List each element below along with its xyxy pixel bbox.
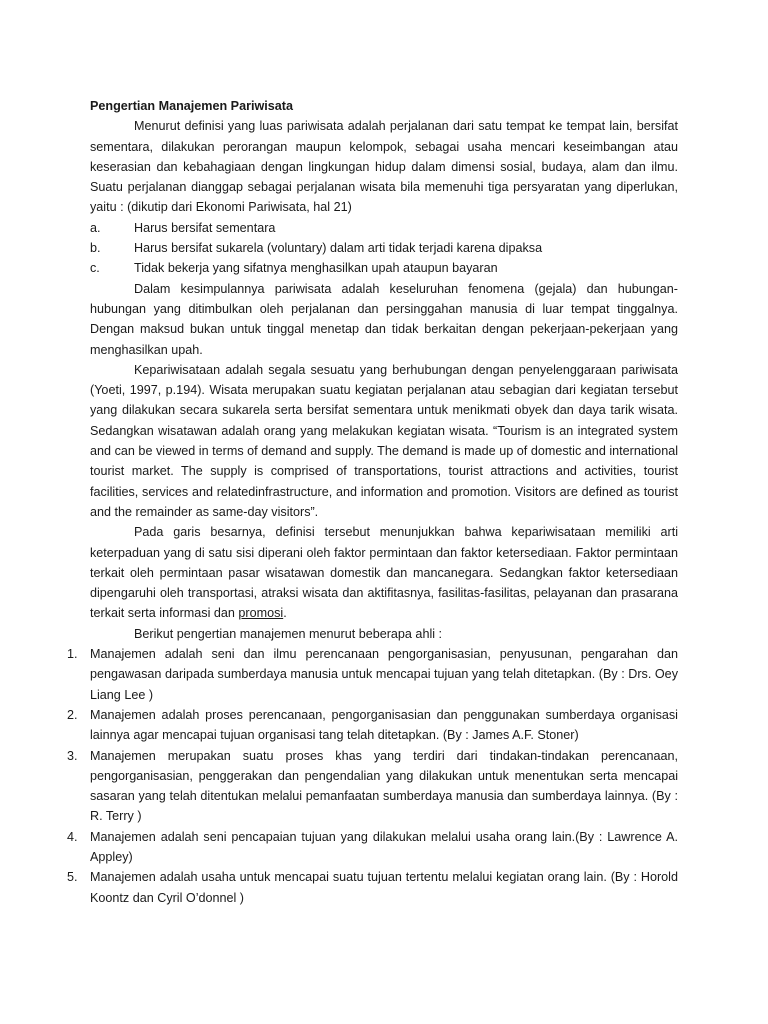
list-item-text: Manajemen adalah usaha untuk mencapai suatu tujuan tertentu melalui kegiatan orang lain. (By : Horold Koontz dan Cyril O’donnel ) — [90, 870, 678, 905]
list-item-text: Manajemen adalah seni dan ilmu perencanaan pengorganisasian, penyusunan, pengarahan dan pengawasan daripada sumberdaya manusia untuk mencapai tujuan yang telah ditetapkan. (By : Drs. Oey Liang Lee ) — [90, 647, 678, 702]
paragraph-text: Pada garis besarnya, definisi tersebut menunjukkan bahwa kepariwisataan memiliki arti keterpaduan yang di satu sisi diperani oleh faktor permintaan dan faktor ketersediaan. Faktor permintaan terkait oleh permintaan pasar wisatawan domestik dan mancanegara. Sedangkan faktor ketersediaan dipengaruhi oleh transportasi, atraksi wisata dan aktifitasnya, fasilitas-fasilitas, pelayanan dan prasarana terkait serta informasi dan — [90, 525, 678, 621]
page-title: Pengertian Manajemen Pariwisata — [90, 99, 293, 113]
list-marker: c. — [90, 261, 100, 276]
paragraph-summary — [90, 522, 678, 623]
list-marker: b. — [90, 241, 101, 256]
list-item-text: Manajemen merupakan suatu proses khas yang terdiri dari tindakan-tindakan perencanaan, pengorganisasian, penggerakan dan pengendalian yang dilakukan untuk menentukan serta mencapai sasaran yang telah ditentukan melalui pemanfaatan sumberdaya manusia dan sumberdaya lainnya. (By : R. Terry ) — [90, 748, 678, 824]
paragraph-conclusion: Dalam kesimpulannya pariwisata adalah keseluruhan fenomena (gejala) dan hubungan-hubungan yang ditimbulkan oleh perjalanan dan persinggahan manusia di luar tempat tinggalnya. Dengan maksud bukan untuk tinggal menetap dan tidak berkaitan dengan pekerjaan-pekerjaan yang menghasilkan upah. — [90, 281, 678, 357]
list-item-text: Manajemen adalah proses perencanaan, pengorganisasian dan penggunakan sumberdaya organisasi lainnya agar mencapai tujuan organisasi tang telah ditetapkan. (By : James A.F. Stoner) — [90, 707, 678, 743]
list-item — [67, 705, 678, 746]
list-item-text: Harus bersifat sementara — [134, 220, 276, 235]
experts-list — [67, 644, 678, 908]
list-marker: a. — [90, 220, 101, 235]
list-number: 4. — [67, 829, 78, 844]
requirements-list — [90, 218, 678, 279]
list-item — [67, 867, 678, 908]
list-item-text: Tidak bekerja yang sifatnya menghasilkan upah ataupun bayaran — [134, 261, 498, 276]
paragraph-intro-experts: Berikut pengertian manajemen menurut beberapa ahli : — [134, 626, 443, 641]
list-item — [67, 746, 678, 827]
list-number: 5. — [67, 870, 78, 885]
promosi-link[interactable]: promosi — [238, 606, 284, 621]
list-item-text: Manajemen adalah seni pencapaian tujuan yang dilakukan melalui usaha orang lain.(By : Lawrence A. Appley) — [90, 829, 678, 864]
paragraph-kepariwisataan: Kepariwisataan adalah segala sesuatu yang berhubungan dengan penyelenggaraan pariwisata (Yoeti, 1997, p.194). Wisata merupakan suatu kegiatan perjalanan atau sebagian dari kegiatan tersebut yang dilakukan secara sukarela serta bersifat sementara untuk menikmati obyek dan daya tarik wisata. Sedangkan wisatawan adalah orang yang melakukan kegiatan wisata. “Tourism is an integrated system and can be viewed in terms of demand and supply. The demand is made up of domestic and international tourist market. The supply is comprised of transportations, tourist attractions and activities, tourist facilities, services and relatedinfrastructure, and information and promotion. Visitors are defined as tourist and the remainder as same-day visitors”. — [90, 362, 678, 519]
list-item-text: Harus bersifat sukarela (voluntary) dalam arti tidak terjadi karena dipaksa — [134, 241, 543, 256]
list-item — [90, 258, 678, 278]
list-number: 1. — [67, 647, 78, 662]
list-number: 2. — [67, 707, 78, 722]
list-item — [90, 238, 678, 258]
document-body — [67, 96, 678, 908]
paragraph-text-end: . — [283, 606, 287, 621]
list-item — [90, 218, 678, 238]
list-number: 3. — [67, 748, 78, 763]
list-item — [67, 827, 678, 868]
list-item — [67, 644, 678, 705]
paragraph-definition: Menurut definisi yang luas pariwisata adalah perjalanan dari satu tempat ke tempat lain, bersifat sementara, dilakukan perorangan maupun kelompok, sebagai usaha mencari keseimbangan atau keserasian dan kebahagiaan dengan lingkungan hidup dalam dimensi sosial, budaya, alam dan ilmu. Suatu perjalanan dianggap sebagai perjalanan wisata bila memenuhi tiga persyaratan yang diperlukan, yaitu : (dikutip dari Ekonomi Pariwisata, hal 21) — [90, 119, 678, 215]
